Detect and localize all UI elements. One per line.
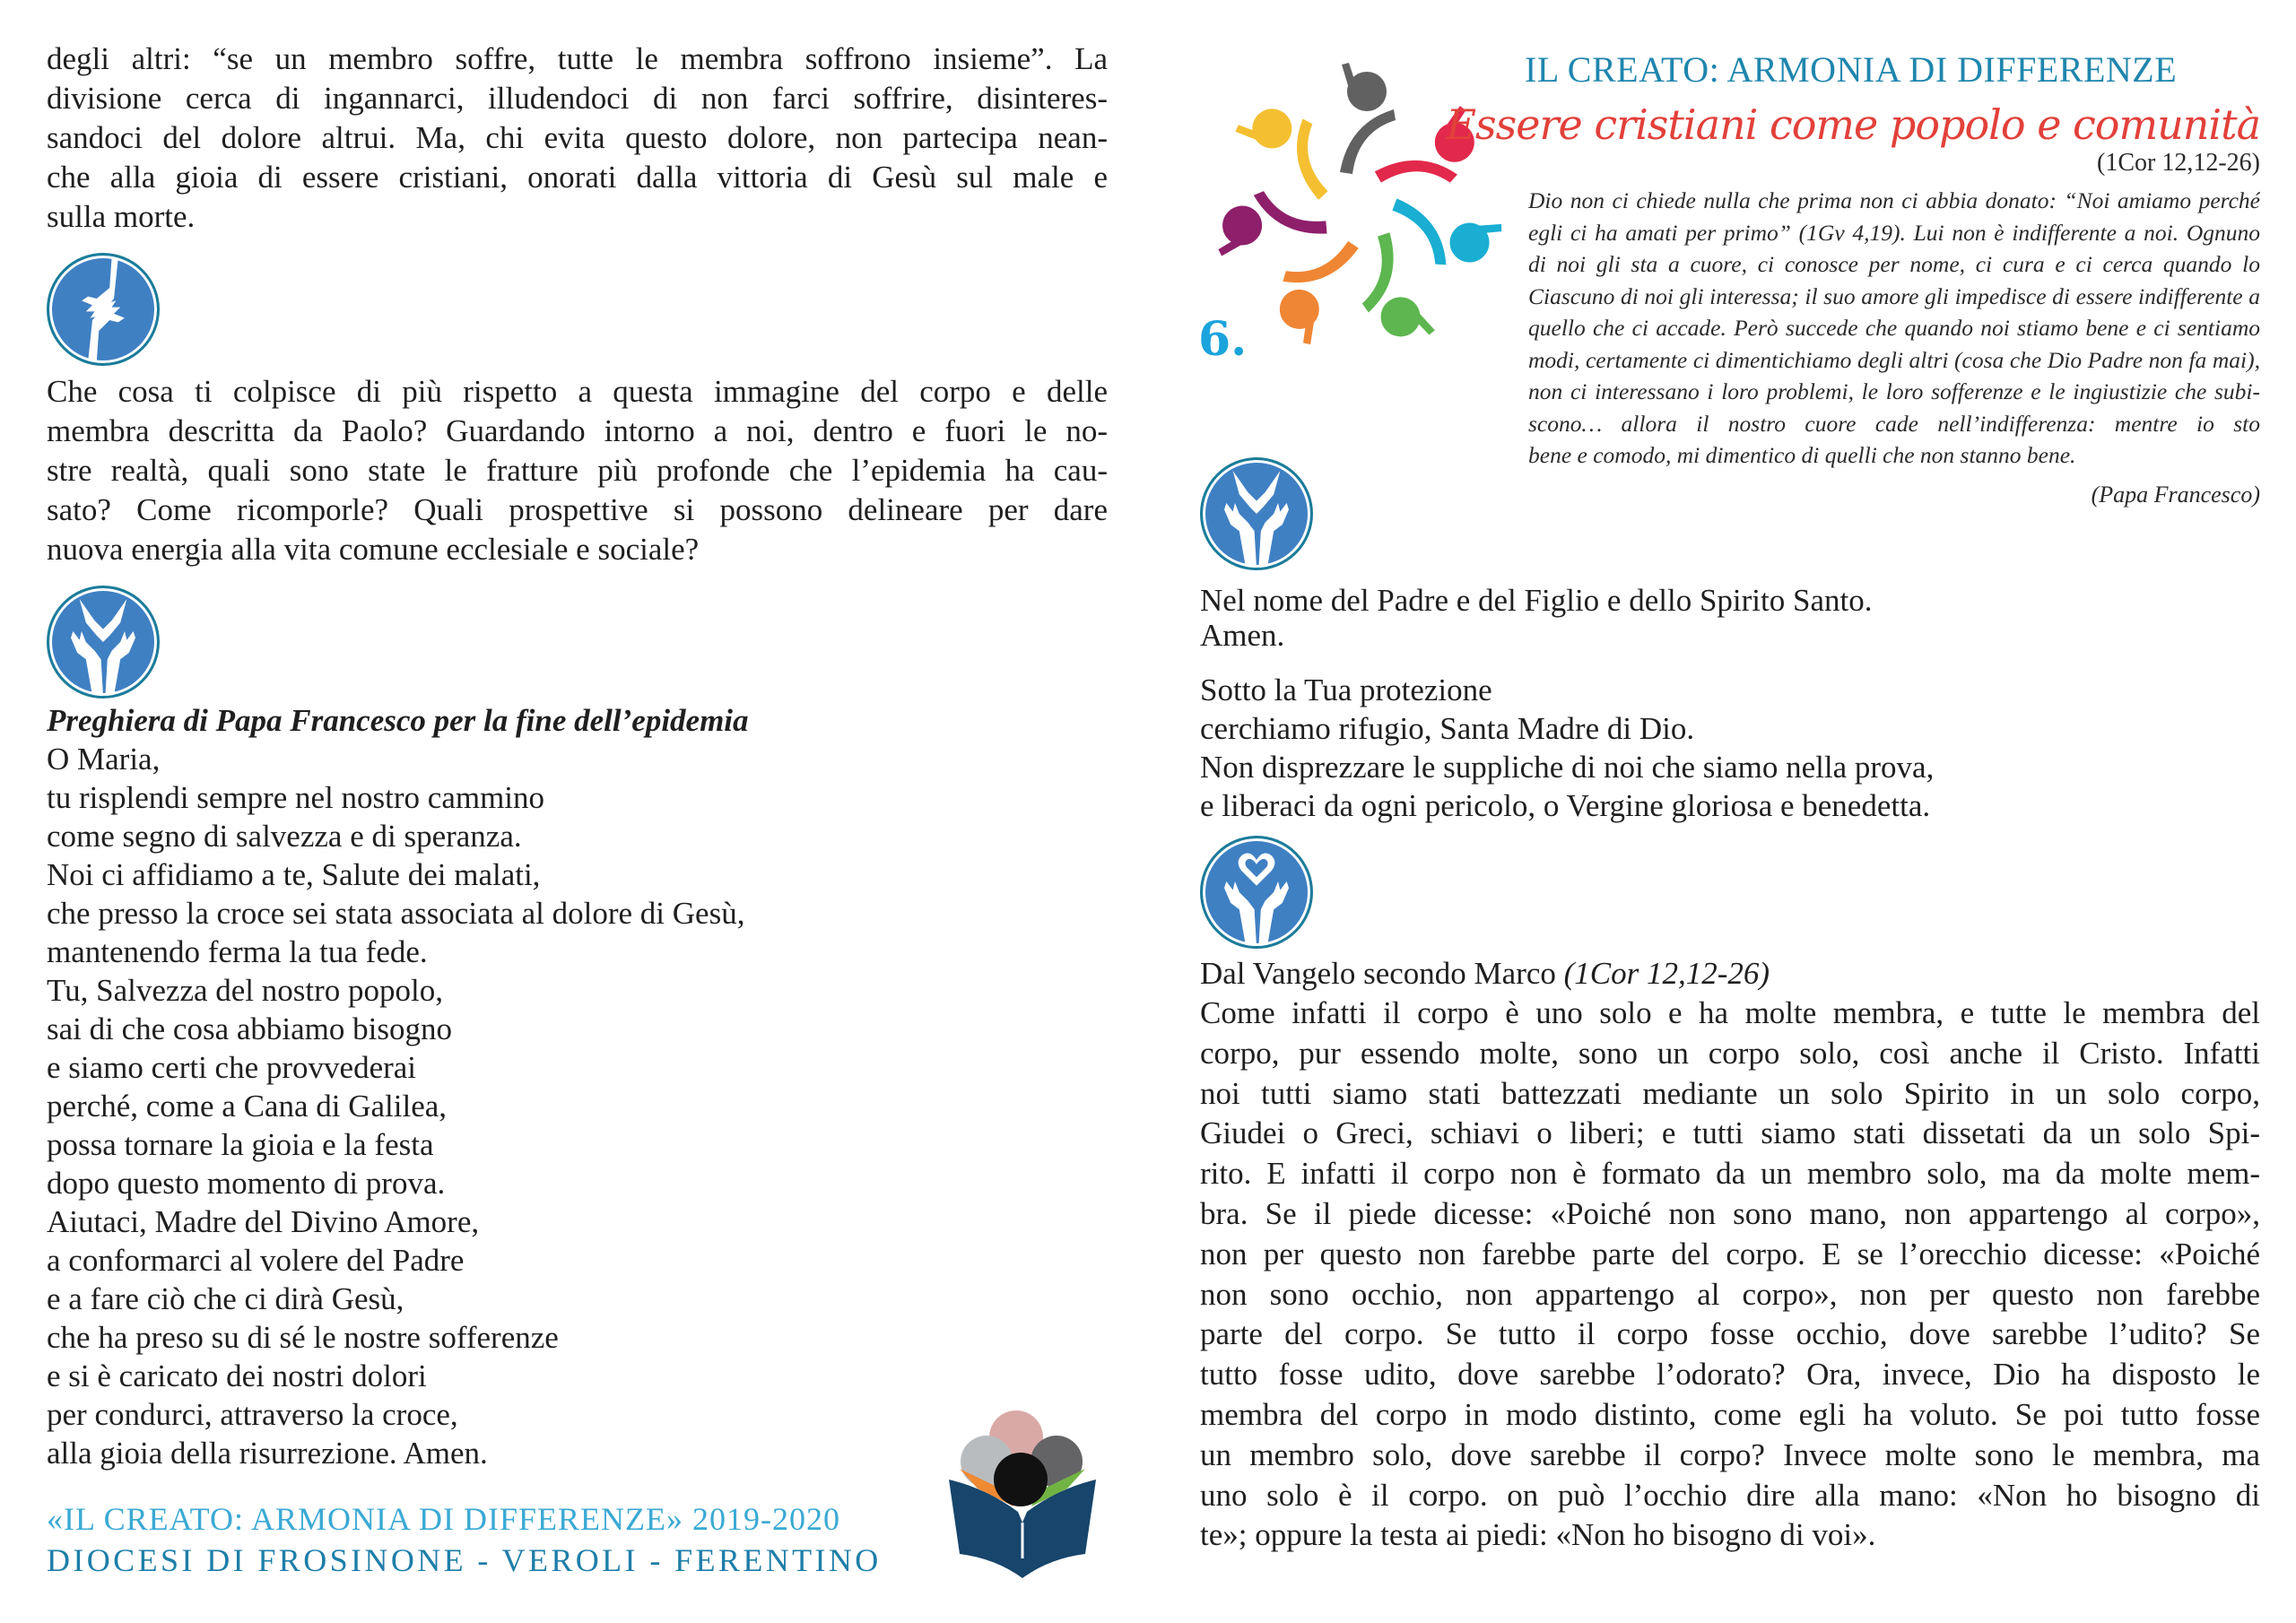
gospel-line: corpo, pur essendo molte, sono un corpo solo, così anche il Cristo. Infatti — [1200, 1035, 2260, 1071]
gospel-line: Giudei o Greci, schiavi o liberi; e tutti siamo stati dissetati da un solo Spi- — [1200, 1115, 2260, 1151]
intro-paragraph — [47, 39, 1108, 237]
gospel-heading — [1200, 954, 1770, 993]
prayer-line: e si è caricato dei nostri dolori — [47, 1358, 427, 1393]
prayer-line: sai di che cosa abbiamo bisogno — [47, 1011, 452, 1046]
reflection-question — [47, 372, 1108, 569]
quote-line: bene e comodo, mi dimentico di quelli che non stanno bene. — [1528, 442, 2076, 468]
prayer-line: tu risplendi sempre nel nostro cammino — [47, 780, 545, 815]
intro-line: sandoci del dolore altrui. Ma, chi evita questo dolore, non partecipa nean- — [47, 120, 1108, 155]
gospel-line: uno solo è il corpo. on può l’occhio dire alla mano: «Non ho bisogno di — [1200, 1477, 2260, 1513]
chapter-number: 6. — [1198, 312, 1248, 367]
quote-line: quello che ci accade. Però succede che quando noi stiamo bene e ci sentiamo — [1528, 315, 2260, 341]
invocation-line: Nel nome del Padre e del Figlio e dello Spirito Santo. — [1200, 583, 1873, 618]
gospel-line: non per questo non farebbe parte del corpo. E se l’orecchio dicesse: «Poiché — [1200, 1236, 2260, 1271]
prayer-line: O Maria, — [47, 742, 161, 777]
prayer-line: e siamo certi che provvederai — [47, 1050, 417, 1085]
prayer-line: mantenendo ferma la tua fede. — [47, 934, 428, 969]
prayer-line: per condurci, attraverso la croce, — [47, 1397, 458, 1432]
quote-line: scono… allora il nostro cuore cade nell’indifferenza: mentre io sto — [1528, 410, 2260, 437]
gospel-line: te»; oppure la testa ai piedi: «Non ho bisogno di voi». — [1200, 1517, 1876, 1553]
prayer-line: che ha preso su di sé le nostre sofferenze — [47, 1320, 559, 1355]
chapter-reference: (1Cor 12,12-26) — [2097, 149, 2260, 177]
gospel-line: parte del corpo. Se tutto il corpo fosse occhio, dove sarebbe l’udito? Se — [1200, 1316, 2260, 1352]
question-line: nuova energia alla vita comune ecclesiale e sociale? — [47, 532, 700, 567]
prayer-line: e a fare ciò che ci dirà Gesù, — [47, 1281, 404, 1316]
gospel-heading-reference: (1Cor 12,12-26) — [1563, 956, 1770, 991]
quote-line: Dio non ci chiede nulla che prima non ci abbia donato: “Noi amiamo perché — [1528, 187, 2260, 213]
gospel-line: Come infatti il corpo è uno solo e ha molte membra, e tutte le membra del — [1200, 995, 2260, 1030]
heart-hands-icon — [1200, 836, 1313, 949]
chapter-subtitle: Essere cristiani come popolo e comunità — [1446, 100, 2260, 149]
intro-line: sulla morte. — [47, 199, 196, 234]
pope-quote — [1528, 185, 2260, 472]
marian-line: cerchiamo rifugio, Santa Madre di Dio. — [1200, 711, 1695, 746]
question-line: membra descritta da Paolo? Guardando intorno a noi, dentro e fuori le no- — [47, 413, 1108, 448]
quote-line: non ci interessano i loro problemi, le loro sofferenze e le ingiustizie che subi- — [1528, 378, 2260, 404]
question-line: Che cosa ti colpisce di più rispetto a questa immagine del corpo e delle — [47, 374, 1108, 409]
reaching-hands-icon — [47, 253, 160, 366]
prayer-line: a conformarci al volere del Padre — [47, 1243, 465, 1278]
gospel-line: un membro solo, dove sarebbe il corpo? Invece molte sono le membra, ma — [1200, 1436, 2260, 1472]
quote-line: egli ci ha amati per primo” (1Gv 4,19). Lui non è indifferente a noi. Ognuno — [1528, 219, 2260, 246]
intro-line: degli altri: “se un membro soffre, tutte le membra soffrono insieme”. La — [47, 41, 1108, 76]
prayer-line: alla gioia della risurrezione. Amen. — [47, 1436, 488, 1471]
prayer-line: dopo questo momento di prova. — [47, 1166, 446, 1201]
prayer-line: Aiutaci, Madre del Divino Amore, — [47, 1204, 480, 1239]
marian-prayer — [1200, 671, 1934, 825]
prayer-line: Noi ci affidiamo a te, Salute dei malati, — [47, 857, 541, 892]
footer-series-title: «IL CREATO: ARMONIA DI DIFFERENZE» 2019-2020 — [47, 1501, 841, 1537]
prayer-line: perché, come a Cana di Galilea, — [47, 1089, 448, 1124]
quote-line: Ciascuno di noi gli interessa; il suo amore gli impedisce di essere indifferente a — [1528, 282, 2260, 309]
prayer-text — [47, 740, 744, 1472]
gospel-line: tutto fosse udito, dove sarebbe l’odorato? Ora, invece, Dio ha disposto le — [1200, 1357, 2260, 1393]
footer-diocese: DIOCESI DI FROSINONE - VEROLI - FERENTINO — [47, 1542, 882, 1578]
invocation — [1200, 581, 1872, 655]
gospel-text — [1200, 994, 2260, 1556]
quote-attribution: (Papa Francesco) — [2091, 482, 2260, 508]
intro-line: divisione cerca di ingannarci, illudendoci di non farci soffrire, disinteres- — [47, 81, 1108, 116]
gospel-line: non sono occhio, non appartengo al corpo», non per questo non farebbe — [1200, 1276, 2260, 1312]
gospel-heading-text: Dal Vangelo secondo Marco — [1200, 956, 1556, 991]
invocation-line: Amen. — [1200, 618, 1285, 653]
marian-line: Sotto la Tua protezione — [1200, 673, 1492, 707]
intro-line: che alla gioia di essere cristiani, onorati dalla vittoria di Gesù sul male e — [47, 160, 1108, 195]
gospel-line: bra. Se il piede dicesse: «Poiché non sono mano, non appartengo al corpo», — [1200, 1195, 2260, 1231]
book-readers-logo — [942, 1406, 1103, 1581]
gospel-line: rito. E infatti il corpo non è formato da un membro solo, ma da molte mem- — [1200, 1156, 2260, 1192]
quote-line: modi, certamente ci dimentichiamo degli altri (cosa che Dio Padre non fa mai), — [1528, 346, 2260, 373]
dove-hands-icon — [1200, 457, 1313, 570]
gospel-line: noi tutti siamo stati battezzati mediante un solo Spirito in un solo corpo, — [1200, 1075, 2260, 1111]
dove-hands-icon — [47, 586, 160, 699]
series-title: IL CREATO: ARMONIA DI DIFFERENZE — [1525, 49, 2178, 90]
marian-line: e liberaci da ogni pericolo, o Vergine gloriosa e benedetta. — [1200, 788, 1931, 823]
question-line: stre realtà, quali sono state le fratture più profonde che l’epidemia ha cau- — [47, 453, 1108, 488]
prayer-line: che presso la croce sei stata associata al dolore di Gesù, — [47, 896, 745, 931]
prayer-line: possa tornare la gioia e la festa — [47, 1127, 434, 1162]
gospel-line: membra del corpo in modo distinto, come egli ha voluto. Se poi tutto fosse — [1200, 1396, 2260, 1432]
marian-line: Non disprezzare le suppliche di noi che siamo nella prova, — [1200, 750, 1935, 785]
prayer-line: come segno di salvezza e di speranza. — [47, 819, 522, 854]
quote-line: di noi gli sta a cuore, ci conosce per nome, ci cura e ci cerca quando lo — [1528, 251, 2260, 277]
question-line: sato? Come ricomporle? Quali prospettive si possono delineare per dare — [47, 492, 1108, 527]
prayer-line: Tu, Salvezza del nostro popolo, — [47, 973, 443, 1008]
prayer-title: Preghiera di Papa Francesco per la fine dell’epidemia — [47, 703, 749, 738]
